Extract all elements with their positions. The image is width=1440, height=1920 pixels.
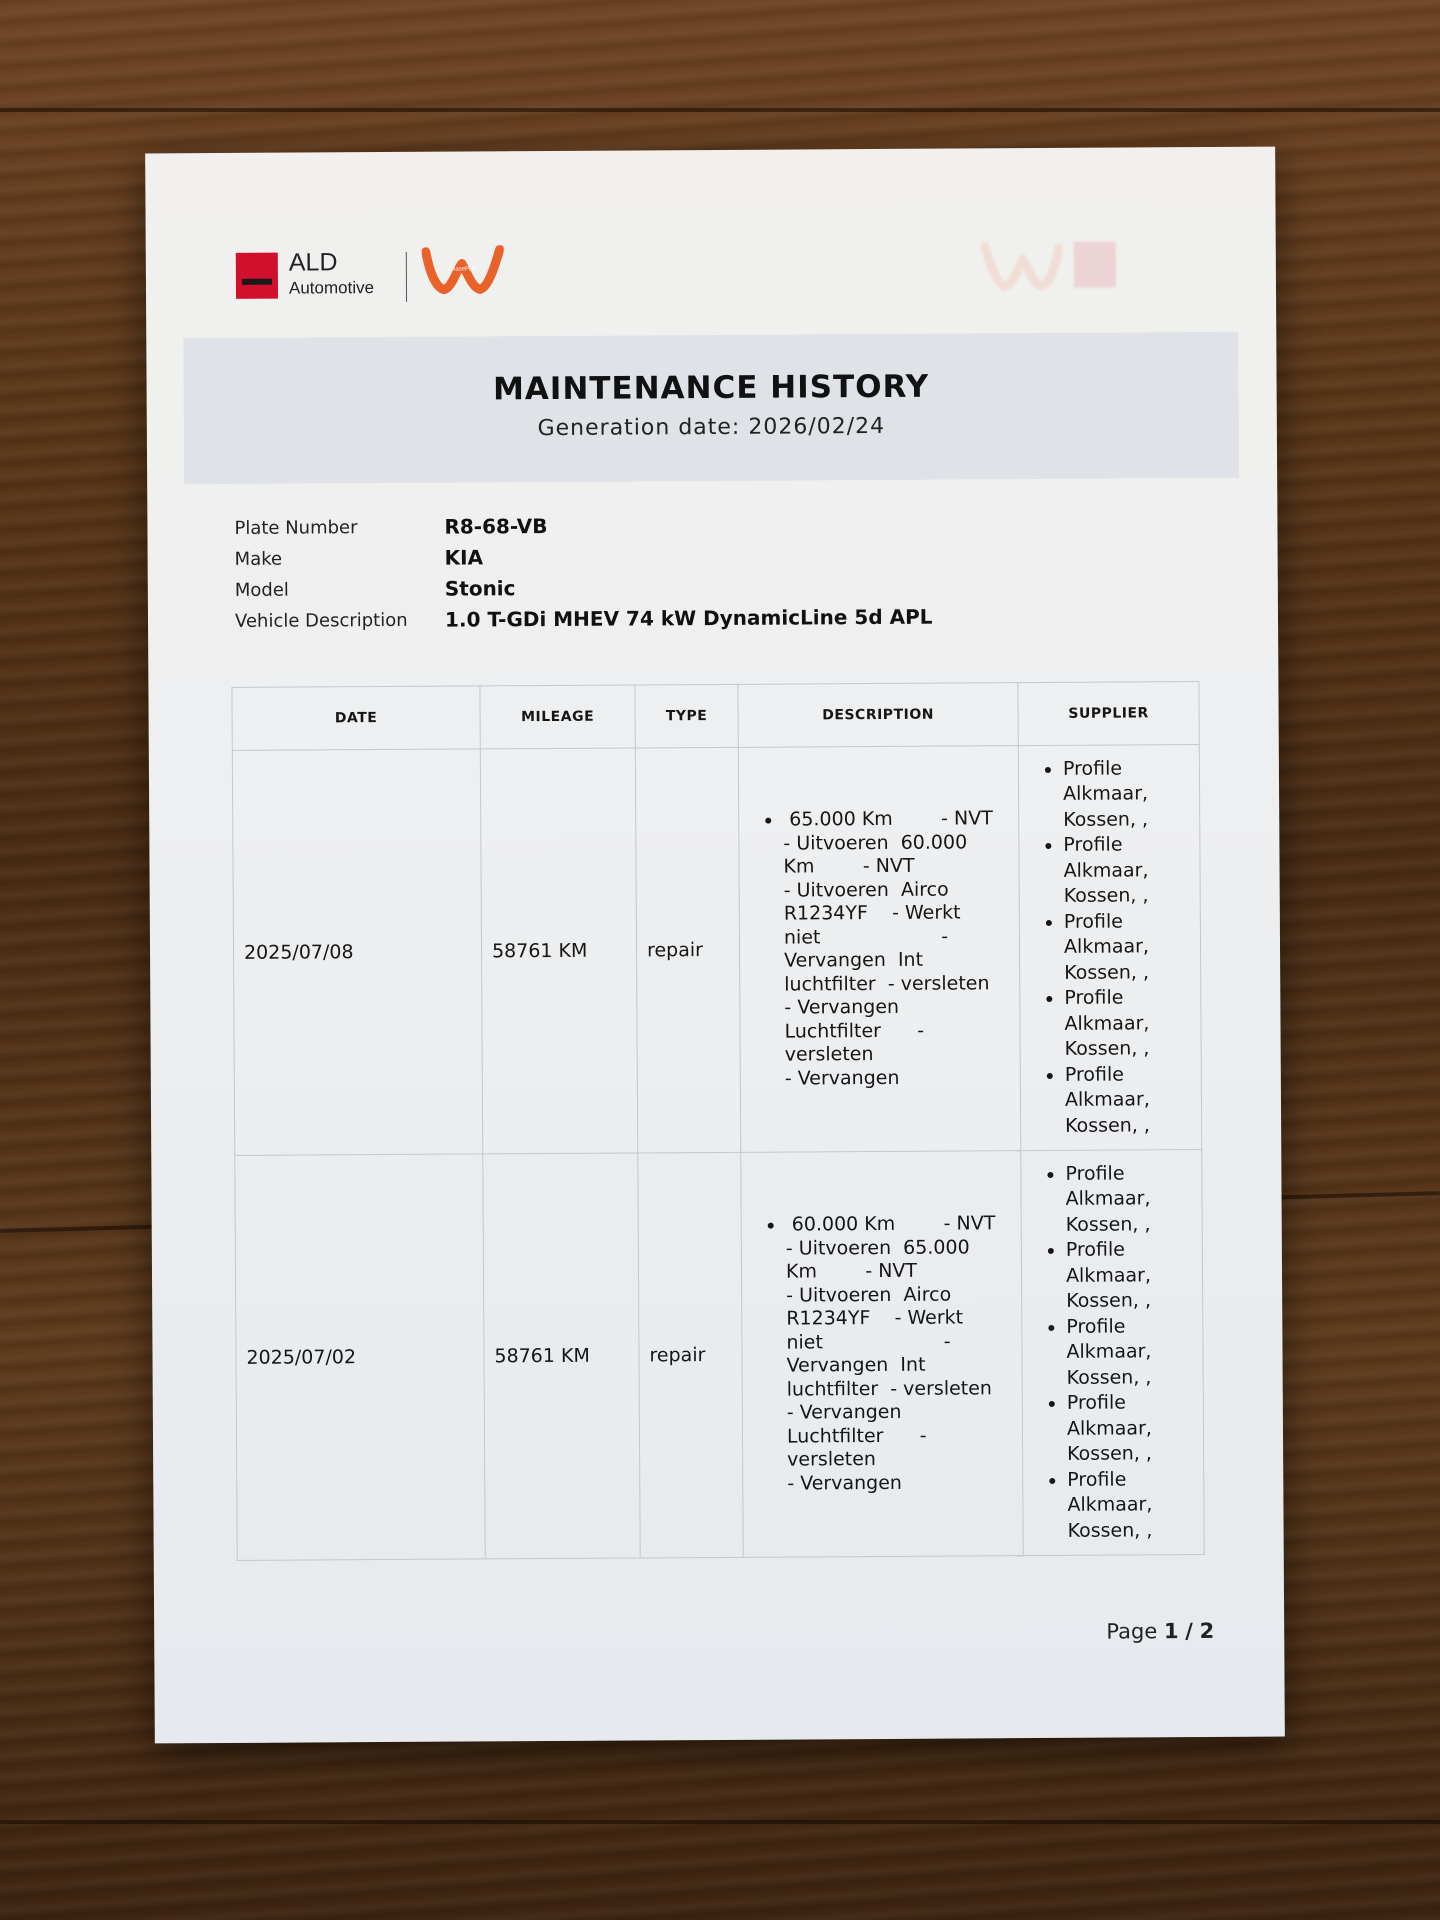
plate-number-value: R8-68-VB bbox=[444, 514, 548, 539]
description-line: R1234YF - Werkt bbox=[783, 901, 961, 925]
description-line: Km - NVT bbox=[785, 1259, 918, 1283]
maintenance-table bbox=[231, 681, 1204, 1561]
mileage-cell: 58761 KM bbox=[480, 748, 637, 1154]
description-item bbox=[786, 1212, 1013, 1237]
description-line: - Uitvoeren Airco bbox=[783, 878, 949, 902]
vehicle-description-label: Vehicle Description bbox=[234, 609, 408, 632]
description-line: - Uitvoeren 60.000 bbox=[783, 830, 968, 855]
description-cell bbox=[738, 746, 1020, 1153]
vehicle-info bbox=[234, 514, 933, 642]
supplier-cell bbox=[1018, 745, 1201, 1151]
supplier-item: • Profile Alkmaar, Kossen, , bbox=[1067, 1390, 1197, 1467]
page-title: MAINTENANCE HISTORY bbox=[492, 368, 930, 408]
supplier-item: • Profile Alkmaar, Kossen, , bbox=[1065, 1161, 1195, 1238]
description-line: - Uitvoeren Airco bbox=[786, 1283, 952, 1307]
table-row bbox=[235, 1150, 1204, 1561]
supplier-item: • Profile Alkmaar, Kossen, , bbox=[1063, 756, 1193, 833]
supplier-item: • Profile Alkmaar, Kossen, , bbox=[1064, 909, 1194, 986]
description-line: • 60.000 Km - NVT bbox=[785, 1212, 996, 1236]
supplier-item: • Profile Alkmaar, Kossen, , bbox=[1065, 1062, 1195, 1139]
document-page bbox=[145, 147, 1285, 1744]
ald-logo-text: ALD bbox=[288, 248, 338, 277]
ald-logo-mark bbox=[236, 253, 278, 299]
page-total: 2 bbox=[1199, 1618, 1215, 1644]
description-line: • 65.000 Km - NVT bbox=[783, 807, 993, 831]
generation-date-value: 2026/02/24 bbox=[748, 413, 886, 440]
supplier-cell bbox=[1021, 1150, 1204, 1556]
page-current: 1 bbox=[1163, 1619, 1179, 1644]
supplier-item: • Profile Alkmaar, Kossen, , bbox=[1066, 1237, 1196, 1314]
description-line: - Uitvoeren 65.000 bbox=[785, 1235, 970, 1260]
description-line: luchtfilter - versleten bbox=[786, 1376, 993, 1401]
generation-date-line bbox=[184, 412, 1239, 443]
description-line: - Vervangen bbox=[784, 1066, 900, 1090]
page-label: Page bbox=[1106, 1619, 1158, 1644]
date-cell: 2025/07/08 bbox=[232, 749, 482, 1156]
plate-number-label: Plate Number bbox=[234, 517, 358, 539]
type-cell: repair bbox=[635, 747, 740, 1153]
description-line: Luchtfilter - bbox=[786, 1424, 927, 1448]
description-line: Luchtfilter - bbox=[784, 1019, 925, 1043]
description-line: R1234YF - Werkt bbox=[786, 1306, 964, 1330]
date-cell: 2025/07/02 bbox=[235, 1154, 485, 1561]
page-number bbox=[1106, 1619, 1214, 1644]
column-header-description: DESCRIPTION bbox=[738, 683, 1018, 748]
ald-bleed-through bbox=[1074, 241, 1224, 292]
supplier-item: • Profile Alkmaar, Kossen, , bbox=[1064, 985, 1194, 1062]
make-value: KIA bbox=[444, 545, 484, 570]
description-line: Vervangen Int bbox=[786, 1353, 926, 1377]
description-line: Vervangen Int bbox=[784, 948, 924, 972]
ald-logo-subtext: Automotive bbox=[288, 278, 375, 298]
wood-plank-seam bbox=[0, 1820, 1440, 1824]
column-header-supplier: SUPPLIER bbox=[1018, 682, 1199, 746]
column-header-date: DATE bbox=[232, 686, 480, 751]
description-line: niet - bbox=[786, 1330, 951, 1354]
leaseplan-logo bbox=[422, 245, 504, 295]
type-cell: repair bbox=[638, 1152, 743, 1558]
page-separator: / bbox=[1185, 1619, 1193, 1644]
leaseplan-bleed-through bbox=[981, 242, 1063, 292]
description-line: - Vervangen bbox=[787, 1471, 902, 1495]
supplier-list bbox=[1029, 756, 1195, 1139]
wood-plank-seam bbox=[0, 108, 1440, 112]
description-line: Km - NVT bbox=[783, 854, 915, 878]
description-cell bbox=[741, 1151, 1023, 1558]
generation-date-label: Generation date: bbox=[537, 414, 741, 442]
leaseplan-logo-text: LeasePlan bbox=[448, 266, 478, 273]
description-line: - Vervangen bbox=[786, 1400, 902, 1424]
description-line: versleten bbox=[784, 1043, 874, 1066]
make-label: Make bbox=[234, 548, 283, 570]
table-header-row bbox=[232, 682, 1199, 751]
supplier-item: • Profile Alkmaar, Kossen, , bbox=[1067, 1467, 1197, 1544]
description-line: niet - bbox=[783, 925, 949, 949]
logo-divider bbox=[406, 252, 407, 302]
supplier-item: • Profile Alkmaar, Kossen, , bbox=[1066, 1314, 1196, 1391]
title-band bbox=[183, 332, 1239, 484]
header-logos bbox=[236, 247, 1186, 313]
description-list bbox=[752, 1212, 1013, 1237]
model-label: Model bbox=[234, 579, 289, 601]
description-item bbox=[783, 807, 1010, 832]
description-list bbox=[749, 807, 1010, 832]
column-header-type: TYPE bbox=[635, 684, 738, 748]
supplier-item: • Profile Alkmaar, Kossen, , bbox=[1063, 832, 1193, 909]
column-header-mileage: MILEAGE bbox=[480, 685, 635, 749]
description-line: luchtfilter - versleten bbox=[784, 971, 990, 996]
mileage-cell: 58761 KM bbox=[483, 1153, 640, 1559]
description-line: - Vervangen bbox=[784, 995, 900, 1019]
table-row bbox=[232, 745, 1201, 1156]
vehicle-description-value: 1.0 T-GDi MHEV 74 kW DynamicLine 5d APL bbox=[444, 604, 933, 632]
description-line: versleten bbox=[787, 1448, 877, 1471]
model-value: Stonic bbox=[444, 576, 516, 601]
supplier-list bbox=[1031, 1161, 1197, 1544]
